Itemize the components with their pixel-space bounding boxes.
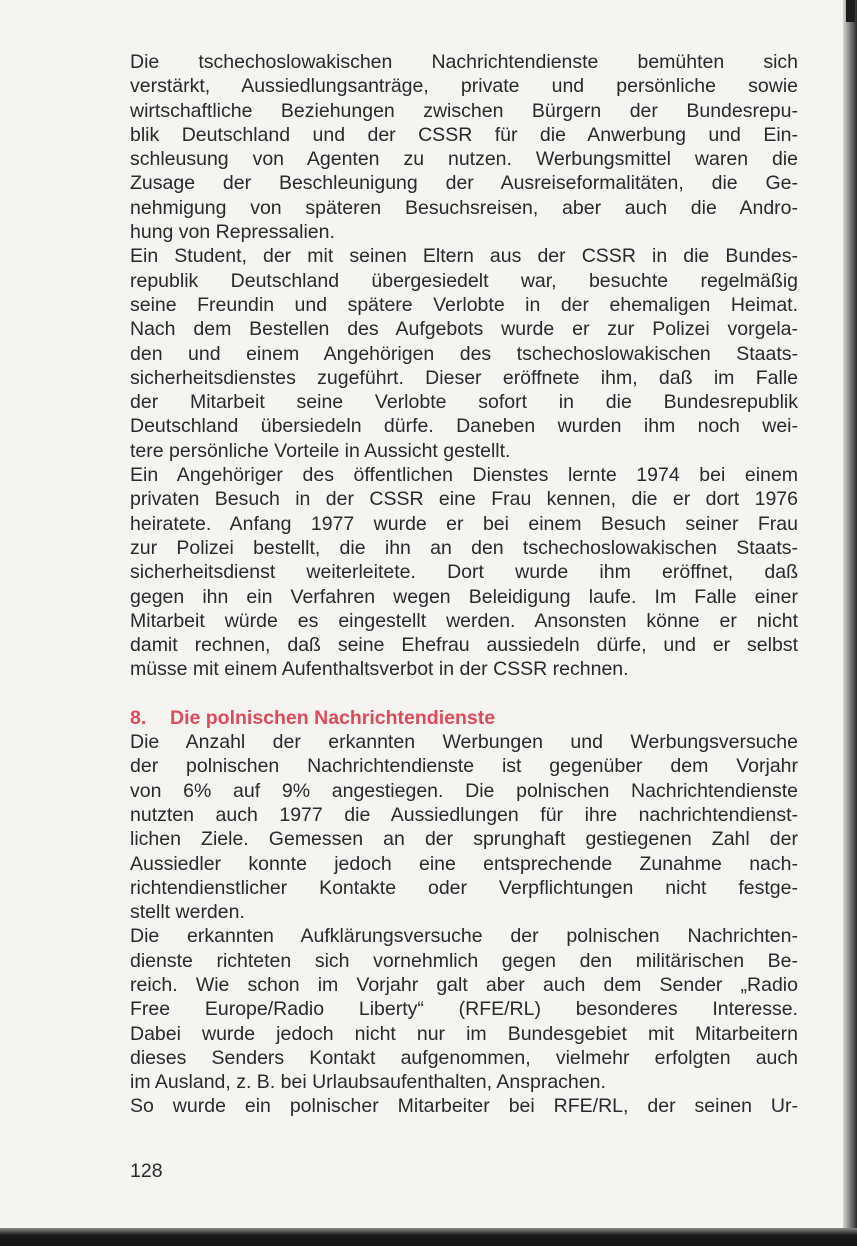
text-line: der Mitarbeit seine Verlobte sofort in die Bundesrepublik bbox=[130, 391, 798, 414]
text-line: hung von Repressalien. bbox=[130, 221, 335, 244]
text-line: Aussiedler konnte jedoch eine entsprechende Zunahme nach- bbox=[130, 852, 798, 875]
page-edge-mark bbox=[846, 0, 855, 22]
page-number: 128 bbox=[130, 1160, 163, 1182]
paragraph bbox=[130, 463, 798, 682]
section-number: 8. bbox=[130, 706, 147, 729]
text-line: Ein Student, der mit seinen Eltern aus der CSSR in die Bundes- bbox=[130, 245, 798, 268]
text-line: sicherheitsdienstes zugeführt. Dieser eröffnete ihm, daß im Falle bbox=[130, 366, 798, 389]
text-line: nehmigung von späteren Besuchsreisen, aber auch die Andro- bbox=[130, 196, 798, 219]
section-title: Die polnischen Nachrichtendienste bbox=[170, 706, 496, 729]
text-line: Die erkannten Aufklärungsversuche der polnischen Nachrichten- bbox=[130, 925, 798, 948]
text-line: zur Polizei bestellt, die ihn an den tschechoslowakischen Staats- bbox=[130, 536, 798, 559]
text-line: Die Anzahl der erkannten Werbungen und Werbungsversuche bbox=[130, 731, 798, 754]
text-line: Nach dem Bestellen des Aufgebots wurde er zur Polizei vorgela- bbox=[130, 318, 798, 341]
text-line: wirtschaftliche Beziehungen zwischen Bürgern der Bundesrepu- bbox=[130, 99, 798, 122]
text-line: damit rechnen, daß seine Ehefrau aussiedeln dürfe, und er selbst bbox=[130, 634, 798, 657]
text-line: Die tschechoslowakischen Nachrichtendienste bemühten sich bbox=[130, 51, 798, 73]
section-7-text bbox=[130, 50, 798, 682]
page-bottom-shadow bbox=[0, 1228, 857, 1246]
text-line: stellt werden. bbox=[130, 901, 245, 924]
text-line: tere persönliche Vorteile in Aussicht gestellt. bbox=[130, 439, 511, 462]
text-line: So wurde ein polnischer Mitarbeiter bei RFE/RL, der seinen Ur- bbox=[130, 1095, 798, 1118]
text-line: blik Deutschland und der CSSR für die Anwerbung und Ein- bbox=[130, 123, 798, 146]
body-text bbox=[130, 50, 798, 1119]
text-line: schleusung von Agenten zu nutzen. Werbungsmittel waren die bbox=[130, 148, 798, 171]
paragraph bbox=[130, 730, 798, 924]
text-line: dienste richteten sich vornehmlich gegen den militärischen Be- bbox=[130, 949, 798, 972]
paragraph bbox=[130, 924, 798, 1094]
section-heading bbox=[130, 706, 798, 730]
text-line: der polnischen Nachrichtendienste ist gegenüber dem Vorjahr bbox=[130, 755, 798, 778]
text-line: sicherheitsdienst weiterleitete. Dort wurde ihm eröffnet, daß bbox=[130, 561, 798, 584]
text-line: Ein Angehöriger des öffentlichen Dienstes lernte 1974 bei einem bbox=[130, 464, 798, 487]
text-line: Zusage der Beschleunigung der Ausreiseformalitäten, die Ge- bbox=[130, 172, 798, 195]
text-line: im Ausland, z. B. bei Urlaubsaufenthalten, Ansprachen. bbox=[130, 1071, 606, 1094]
text-line: von 6% auf 9% angestiegen. Die polnischen Nachrichtendienste bbox=[130, 779, 798, 802]
paragraph bbox=[130, 50, 798, 244]
text-line: müsse mit einem Aufenthaltsverbot in der CSSR rechnen. bbox=[130, 658, 629, 681]
text-line: lichen Ziele. Gemessen an der sprunghaft gestiegenen Zahl der bbox=[130, 828, 798, 851]
text-line: verstärkt, Aussiedlungsanträge, private und persönliche sowie bbox=[130, 75, 798, 98]
text-line: reich. Wie schon im Vorjahr galt aber auch dem Sender „Radio bbox=[130, 973, 798, 996]
text-line: richtendienstlicher Kontakte oder Verpflichtungen nicht festge- bbox=[130, 876, 798, 899]
page-edge-shadow bbox=[843, 0, 857, 1246]
text-line: Free Europe/Radio Liberty“ (RFE/RL) besonderes Interesse. bbox=[130, 998, 798, 1021]
text-line: Mitarbeit würde es eingestellt werden. Ansonsten könne er nicht bbox=[130, 609, 798, 632]
paragraph bbox=[130, 1094, 798, 1118]
paragraph bbox=[130, 244, 798, 463]
text-line: dieses Senders Kontakt aufgenommen, vielmehr erfolgten auch bbox=[130, 1046, 798, 1069]
section-8-text bbox=[130, 730, 798, 1119]
text-line: privaten Besuch in der CSSR eine Frau kennen, die er dort 1976 bbox=[130, 488, 798, 511]
text-line: republik Deutschland übergesiedelt war, besuchte regelmäßig bbox=[130, 269, 798, 292]
text-line: Dabei wurde jedoch nicht nur im Bundesgebiet mit Mitarbeitern bbox=[130, 1022, 798, 1045]
text-line: gegen ihn ein Verfahren wegen Beleidigung laufe. Im Falle einer bbox=[130, 585, 798, 608]
text-line: Deutschland übersiedeln dürfe. Daneben wurden ihm noch wei- bbox=[130, 415, 798, 438]
text-line: heiratete. Anfang 1977 wurde er bei einem Besuch seiner Frau bbox=[130, 512, 798, 535]
text-line: nutzten auch 1977 die Aussiedlungen für ihre nachrichtendienst- bbox=[130, 803, 798, 826]
text-line: den und einem Angehörigen des tschechoslowakischen Staats- bbox=[130, 342, 798, 365]
text-line: seine Freundin und spätere Verlobte in der ehemaligen Heimat. bbox=[130, 293, 798, 316]
